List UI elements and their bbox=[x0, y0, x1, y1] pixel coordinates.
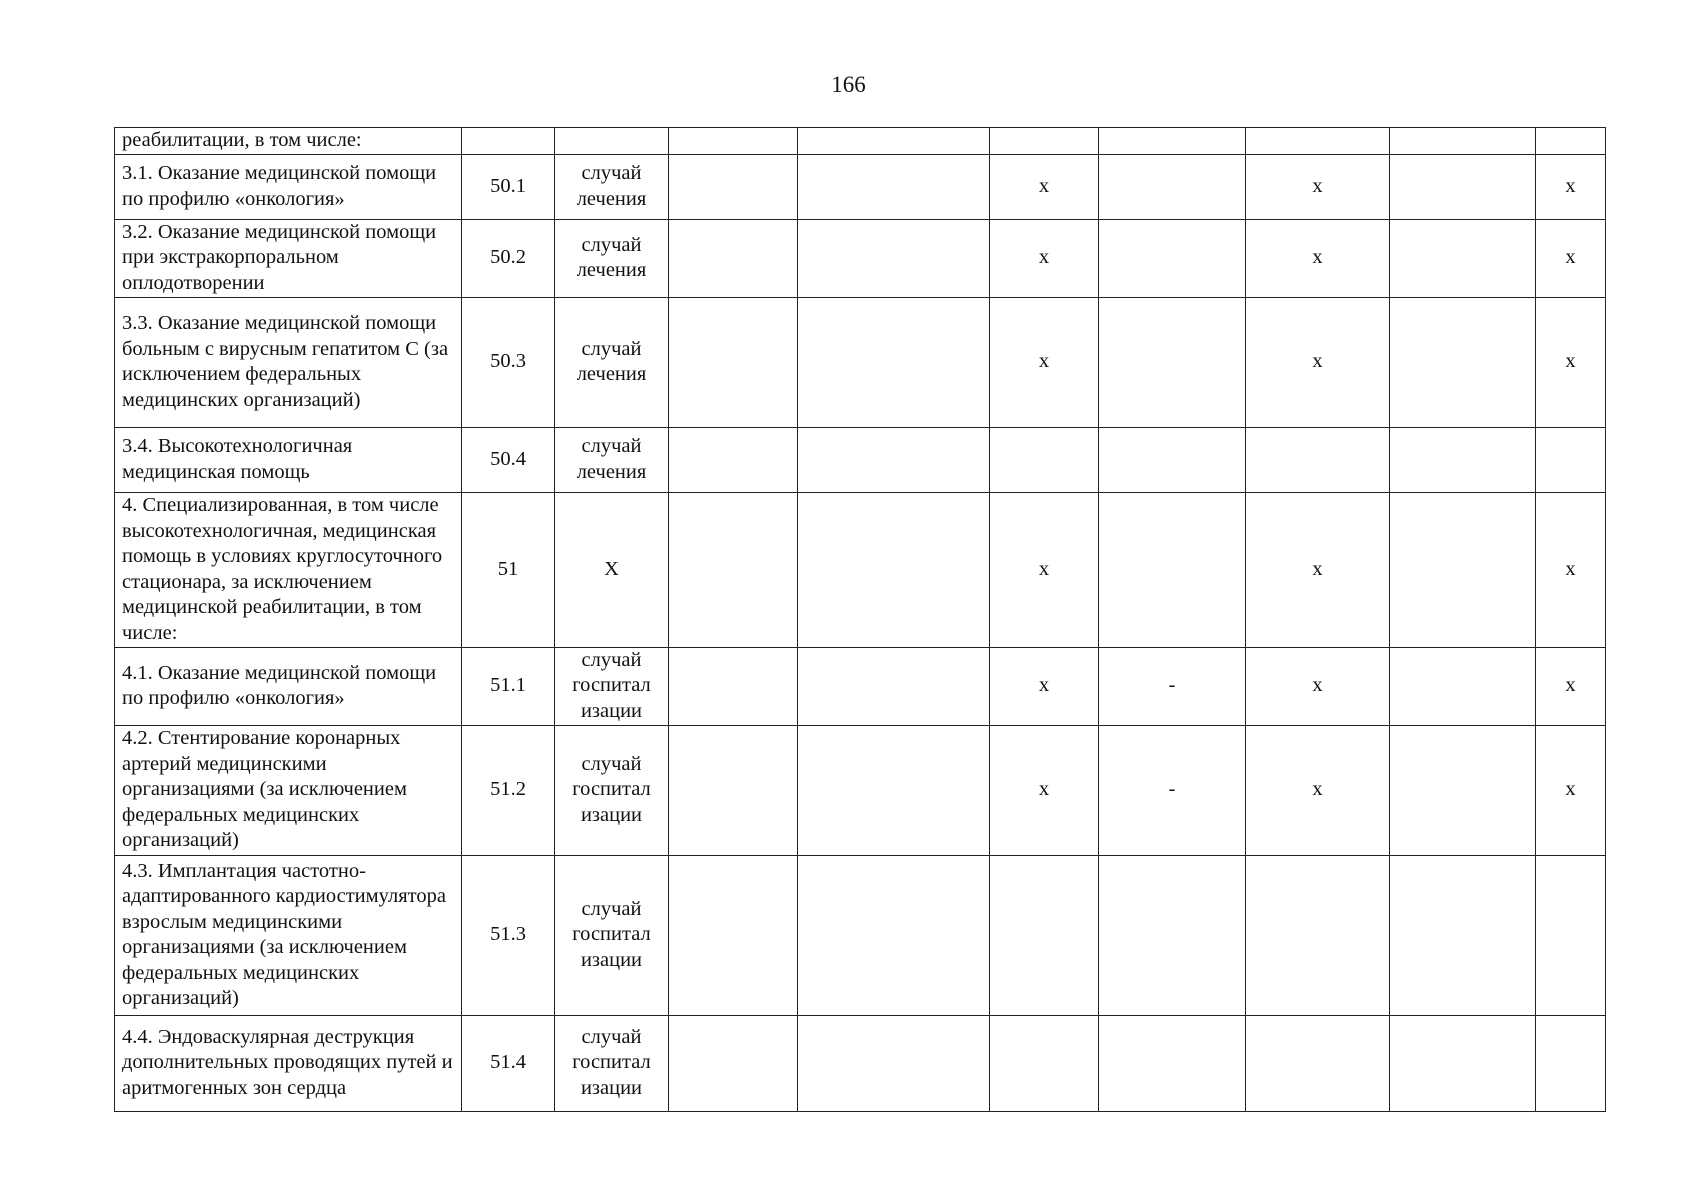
table-cell bbox=[1390, 427, 1536, 492]
table-cell bbox=[1390, 855, 1536, 1015]
row-unit-cell: случай госпитал изации bbox=[555, 1015, 669, 1111]
row-unit-cell: случай госпитал изации bbox=[555, 725, 669, 855]
table-row bbox=[115, 128, 1606, 155]
table-cell bbox=[669, 492, 798, 647]
table-cell bbox=[669, 855, 798, 1015]
table-cell: х bbox=[1536, 219, 1606, 297]
row-number-cell: 50.2 bbox=[462, 219, 555, 297]
table-row bbox=[115, 297, 1606, 427]
table-cell: х bbox=[1536, 154, 1606, 219]
table-cell bbox=[669, 128, 798, 155]
table-cell: х bbox=[990, 219, 1099, 297]
table-cell: х bbox=[990, 492, 1099, 647]
row-number-cell: 51.3 bbox=[462, 855, 555, 1015]
table-cell: х bbox=[1246, 154, 1390, 219]
table-cell: х bbox=[1536, 492, 1606, 647]
table-cell: х bbox=[1246, 297, 1390, 427]
data-table bbox=[114, 127, 1606, 1112]
table-row bbox=[115, 1015, 1606, 1111]
row-name-cell: 3.1. Оказание медицинской помощи по профилю «онкология» bbox=[115, 154, 462, 219]
table-cell bbox=[798, 154, 990, 219]
table-cell bbox=[669, 647, 798, 725]
row-unit-cell: случай лечения bbox=[555, 219, 669, 297]
table-cell bbox=[1390, 492, 1536, 647]
table-row bbox=[115, 725, 1606, 855]
row-unit-cell: случай лечения bbox=[555, 154, 669, 219]
table-cell bbox=[1246, 855, 1390, 1015]
row-number-cell bbox=[462, 128, 555, 155]
table-row bbox=[115, 427, 1606, 492]
table-cell: - bbox=[1099, 647, 1246, 725]
table-cell: х bbox=[1246, 647, 1390, 725]
row-number-cell: 50.1 bbox=[462, 154, 555, 219]
table-cell bbox=[1390, 1015, 1536, 1111]
table-cell bbox=[1390, 297, 1536, 427]
table-cell bbox=[669, 725, 798, 855]
table-cell: х bbox=[1536, 725, 1606, 855]
table-cell bbox=[990, 427, 1099, 492]
row-unit-cell: случай лечения bbox=[555, 297, 669, 427]
row-number-cell: 51 bbox=[462, 492, 555, 647]
row-unit-cell bbox=[555, 128, 669, 155]
table-cell bbox=[990, 1015, 1099, 1111]
row-unit-cell: случай госпитал изации bbox=[555, 647, 669, 725]
table-cell bbox=[798, 492, 990, 647]
row-number-cell: 50.3 bbox=[462, 297, 555, 427]
row-number-cell: 51.4 bbox=[462, 1015, 555, 1111]
row-unit-cell: Х bbox=[555, 492, 669, 647]
table-row bbox=[115, 154, 1606, 219]
table-cell bbox=[798, 128, 990, 155]
table-cell bbox=[1390, 219, 1536, 297]
table-cell bbox=[1536, 1015, 1606, 1111]
table-cell: х bbox=[990, 647, 1099, 725]
row-name-cell: 3.2. Оказание медицинской помощи при экстракорпоральном оплодотворении bbox=[115, 219, 462, 297]
row-unit-cell: случай госпитал изации bbox=[555, 855, 669, 1015]
table-cell: х bbox=[1536, 647, 1606, 725]
row-name-cell: 4.1. Оказание медицинской помощи по профилю «онкология» bbox=[115, 647, 462, 725]
table-cell bbox=[669, 154, 798, 219]
table-row bbox=[115, 492, 1606, 647]
row-name-cell: 4.3. Имплантация частотно-адаптированного кардиостимулятора взрослым медицинскими организациями (за исключением федеральных медицинских организаций) bbox=[115, 855, 462, 1015]
table-cell bbox=[1390, 154, 1536, 219]
row-number-cell: 51.1 bbox=[462, 647, 555, 725]
table-row bbox=[115, 647, 1606, 725]
table-cell bbox=[798, 1015, 990, 1111]
table-cell bbox=[1390, 647, 1536, 725]
table-cell bbox=[1099, 128, 1246, 155]
row-name-cell: реабилитации, в том числе: bbox=[115, 128, 462, 155]
table-cell bbox=[798, 427, 990, 492]
table-cell bbox=[669, 219, 798, 297]
table-cell bbox=[1099, 297, 1246, 427]
row-name-cell: 4. Специализированная, в том числе высокотехнологичная, медицинская помощь в условиях круглосуточного стационара, за исключением медицинской реабилитации, в том числе: bbox=[115, 492, 462, 647]
table-cell bbox=[1099, 855, 1246, 1015]
table-cell bbox=[669, 427, 798, 492]
row-name-cell: 4.4. Эндоваскулярная деструкция дополнительных проводящих путей и аритмогенных зон сердца bbox=[115, 1015, 462, 1111]
table-cell bbox=[1390, 725, 1536, 855]
table-cell bbox=[1246, 128, 1390, 155]
table-cell bbox=[798, 725, 990, 855]
row-unit-cell: случай лечения bbox=[555, 427, 669, 492]
table-cell bbox=[1536, 427, 1606, 492]
table-cell: х bbox=[990, 297, 1099, 427]
table-cell bbox=[1246, 1015, 1390, 1111]
table-cell bbox=[798, 219, 990, 297]
row-name-cell: 3.4. Высокотехнологичная медицинская помощь bbox=[115, 427, 462, 492]
table-cell bbox=[669, 1015, 798, 1111]
table-cell bbox=[1246, 427, 1390, 492]
table-cell bbox=[1099, 492, 1246, 647]
table-cell: х bbox=[990, 154, 1099, 219]
table-cell: х bbox=[1246, 219, 1390, 297]
table-cell bbox=[798, 647, 990, 725]
table-cell bbox=[990, 855, 1099, 1015]
table-cell bbox=[1536, 855, 1606, 1015]
row-name-cell: 3.3. Оказание медицинской помощи больным с вирусным гепатитом С (за исключением федеральных медицинских организаций) bbox=[115, 297, 462, 427]
table-cell: х bbox=[1246, 492, 1390, 647]
table-cell: х bbox=[1246, 725, 1390, 855]
table-cell bbox=[1390, 128, 1536, 155]
table-cell bbox=[1536, 128, 1606, 155]
table-row bbox=[115, 855, 1606, 1015]
row-name-cell: 4.2. Стентирование коронарных артерий медицинскими организациями (за исключением федеральных медицинских организаций) bbox=[115, 725, 462, 855]
table-cell bbox=[1099, 219, 1246, 297]
table-cell: - bbox=[1099, 725, 1246, 855]
page-number: 166 bbox=[831, 72, 866, 97]
row-number-cell: 51.2 bbox=[462, 725, 555, 855]
table-cell bbox=[669, 297, 798, 427]
table-cell bbox=[990, 128, 1099, 155]
table-row bbox=[115, 219, 1606, 297]
table-cell bbox=[798, 297, 990, 427]
table-cell bbox=[1099, 1015, 1246, 1111]
row-number-cell: 50.4 bbox=[462, 427, 555, 492]
table-cell bbox=[798, 855, 990, 1015]
table-cell bbox=[1099, 427, 1246, 492]
table-cell: х bbox=[1536, 297, 1606, 427]
table-cell: х bbox=[990, 725, 1099, 855]
table-cell bbox=[1099, 154, 1246, 219]
